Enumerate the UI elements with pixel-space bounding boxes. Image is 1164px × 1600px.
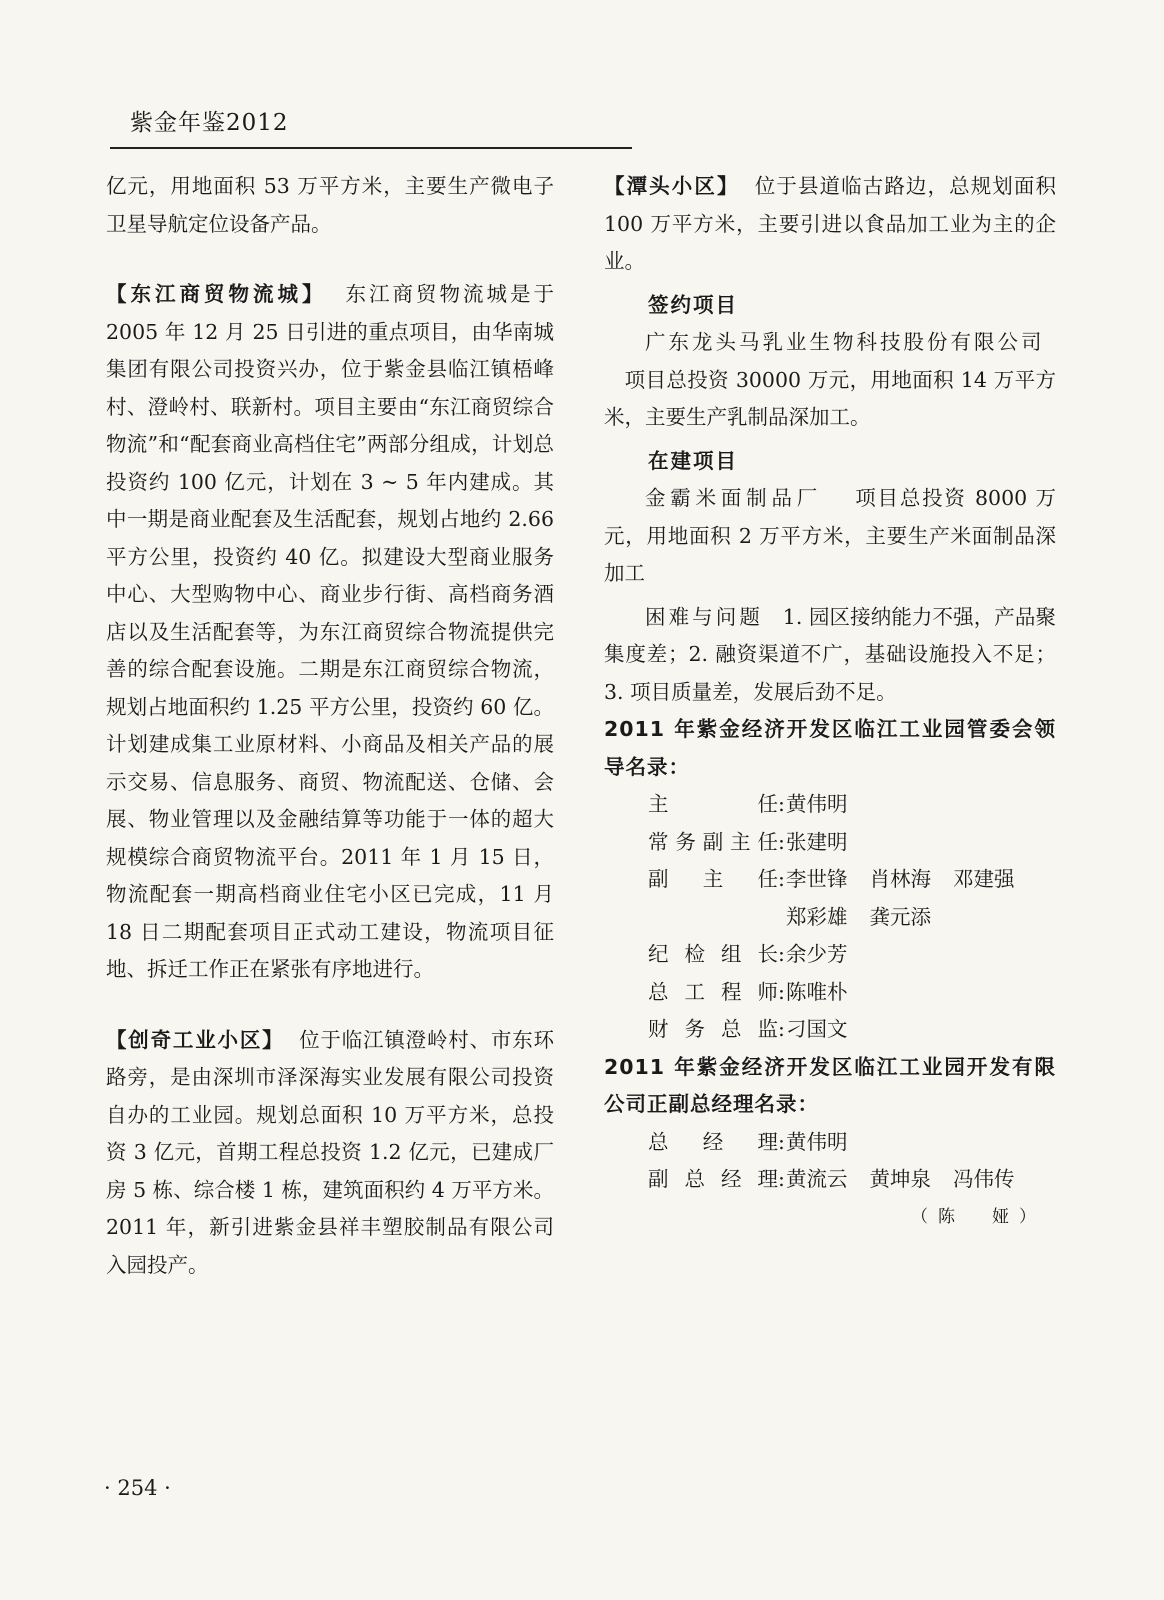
section-text-tantou: 位于县道临古路边，总规划面积 100 万平方米，主要引进以食品加工业为主的企业。 — [604, 174, 1056, 273]
roster-names — [786, 824, 870, 862]
company-title: 2011 年紫金经济开发区临江工业园开发有限公司正副总经理名录： — [604, 1054, 1056, 1116]
section-text-dongjiang: 东江商贸物流城是于 2005 年 12 月 25 日引进的重点项目，由华南城集团有限公司投资兴办，位于紫金县临江镇梧峰村、澄岭村、联新村。项目主要由“东江商贸综合物流”和“配套商业高档住宅”两部分组成，计划总投资约 100 亿元，计划在 3 ~ 5 年内建成。其中一期是商业配套及生活配套，规划占地约 2.66 平方公里，投资约 40 亿。拟建设大型商业服务中心、大型购物中心、商业步行街、高档商务酒店以及生活配套等，为东江商贸综合物流提供完善的综合配套设施。二期是东江商贸综合物流，规划占地面积约 1.25 平方公里，投资约 60 亿。计划建成集工业原材料、小商品及相关产品的展示交易、信息服务、商贸、物流配送、仓储、会展、物业管理以及金融结算等功能于一体的超大规模综合商贸物流平台。2011 年 1 月 15 日，物流配套一期高档商业住宅小区已完成，11 月 18 日二期配套项目正式动工建设，物流项目征地、拆迁工作正在紧张有序地进行。 — [106, 282, 554, 981]
building-entity-name: 金霸米面制品厂 — [645, 486, 823, 510]
person-name: 冯伟传 — [953, 1167, 1015, 1191]
building-text-body: 项目总投资 8000 万元，用地面积 2 万平方米，主要生产米面制品深加工 — [604, 486, 1056, 585]
page-number: · 254 · — [104, 1476, 171, 1500]
roster-position: 总 工 程 师 — [648, 979, 778, 1004]
roster-row-continued — [648, 899, 1056, 937]
roster-position: 总 经 理 — [648, 1129, 778, 1154]
person-name: 李世锋 — [786, 867, 848, 891]
subheading-building: 在建项目 — [648, 448, 738, 473]
committee-roster — [604, 786, 1056, 1049]
roster-row: 副 主 任 : 李世锋 肖林海 邓建强 — [648, 861, 1056, 899]
signed-entity-name: 广东龙头马乳业生物科技股份有限公司 — [645, 330, 1045, 354]
paragraph-dongjiang — [106, 276, 554, 989]
signed-text — [604, 362, 1056, 437]
problems-text: 1. 园区接纳能力不强，产品聚集度差；2. 融资渠道不广，基础设施投入不足；3. 项目质量差，发展后劲不足。 — [604, 604, 1056, 704]
subheading-signed: 签约项目 — [648, 292, 738, 317]
problems-label: 困难与问题 — [645, 604, 763, 629]
person-name: 黄坤泉 — [869, 1167, 931, 1191]
person-name: 张建明 — [786, 829, 848, 854]
person-name: 黄伟明 — [786, 792, 848, 816]
roster-position: 主 任 — [648, 792, 778, 816]
person-name: 陈唯朴 — [786, 979, 848, 1004]
person-name: 刁国文 — [786, 1017, 848, 1041]
person-name: 龚元添 — [869, 904, 931, 929]
person-name: 黄伟明 — [786, 1129, 848, 1154]
section-tag-tantou: 【潭头小区】 — [604, 174, 740, 198]
running-title: 紫金年鉴2012 — [130, 110, 289, 136]
signed-text-body: 项目总投资 30000 万元，用地面积 14 万平方米，主要生产乳制品深加工。 — [604, 367, 1056, 429]
paragraph-continued: 亿元，用地面积 53 万平方米，主要生产微电子卫星导航定位设备产品。 — [106, 174, 554, 236]
person-name: 黄流云 — [786, 1167, 848, 1191]
roster-names — [786, 936, 870, 974]
roster-names — [786, 861, 1037, 899]
roster-position: 常 务 副 主 任 — [648, 829, 778, 854]
building-paragraph — [604, 480, 1056, 593]
roster-row: 总 经 理 : 黄伟明 — [648, 1124, 1056, 1162]
roster-position: 财 务 总 监 — [648, 1017, 778, 1041]
person-name: 郑彩雄 — [786, 904, 848, 929]
roster-row: 主 任 : 黄伟明 — [648, 786, 1056, 824]
roster-names — [786, 1011, 870, 1049]
person-name: 邓建强 — [953, 867, 1015, 891]
right-column — [604, 168, 1056, 1236]
person-name: 肖林海 — [869, 867, 931, 891]
roster-position: 副 总 经 理 — [648, 1167, 778, 1191]
roster-position: 副 主 任 — [648, 867, 778, 891]
roster-row: 纪 检 组 长 : 余少芳 — [648, 936, 1056, 974]
roster-position: 纪 检 组 长 — [648, 942, 778, 966]
paragraph-tantou — [604, 168, 1056, 281]
roster-row: 常 务 副 主 任 : 张建明 — [648, 824, 1056, 862]
section-text-chuangqi: 位于临江镇澄岭村、市东环路旁，是由深圳市泽深海实业发展有限公司投资自办的工业园。规划总面积 10 万平方米，总投资 3 亿元，首期工程总投资 1.2 亿元，已建成厂房 5 栋、综合楼 1 栋，建筑面积约 4 万平方米。2011 年，新引进紫金县祥丰塑胶制品有限公司入园投产。 — [106, 1027, 555, 1277]
roster-names — [786, 1124, 870, 1162]
roster-names — [786, 1161, 1037, 1199]
section-tag-dongjiang: 【东江商贸物流城】 — [106, 282, 327, 306]
company-roster — [604, 1124, 1056, 1199]
person-name: 余少芳 — [786, 942, 848, 966]
paragraph-chuangqi — [106, 1022, 554, 1285]
section-tag-chuangqi: 【创奇工业小区】 — [106, 1027, 285, 1052]
roster-row: 总 工 程 师 : 陈唯朴 — [648, 974, 1056, 1012]
roster-row: 财 务 总 监 : 刁国文 — [648, 1011, 1056, 1049]
roster-names — [786, 786, 870, 824]
roster-names — [786, 974, 870, 1012]
roster-row: 副 总 经 理 : 黄流云 黄坤泉 冯伟传 — [648, 1161, 1056, 1199]
signed-entity — [604, 324, 1056, 362]
header-rule — [110, 147, 632, 149]
author-credit: （陈 娅） — [911, 1206, 1046, 1227]
problems-paragraph — [604, 599, 1056, 712]
committee-title: 2011 年紫金经济开发区临江工业园管委会领导名录： — [604, 717, 1056, 779]
left-column — [106, 168, 554, 1284]
